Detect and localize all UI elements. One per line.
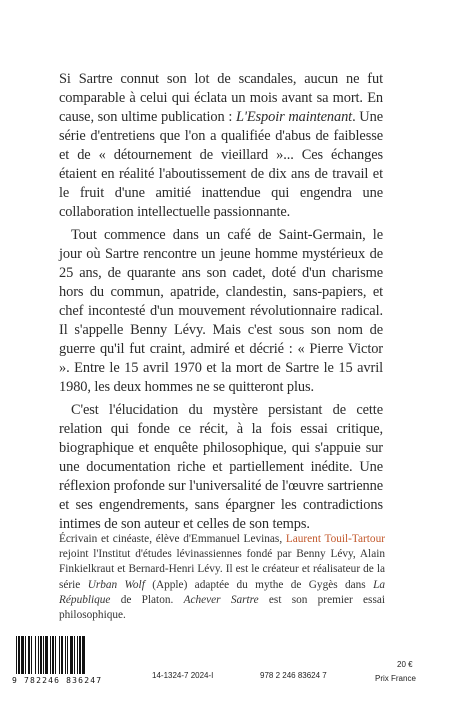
barcode-bar <box>45 636 48 674</box>
bio-text: rejoint l'Institut d'études lévinassiennes fondé par Benny Lévy, Alain Finkielkraut et Bernard-Henri Lévy. Il est le créateur et réalisateur de la série <box>59 548 385 591</box>
series-title: Urban Wolf <box>87 578 145 591</box>
bio-text: est son premier essai philosophique. <box>59 593 385 622</box>
barcode-bar <box>74 636 75 674</box>
author-bio <box>59 532 385 623</box>
bio-text: de Platon. <box>110 593 184 606</box>
blurb-text: Si Sartre connut son lot de scandales, aucun ne fut comparable à celui qui éclata un mois avant sa mort. En cause, son ultime publication : <box>59 71 383 125</box>
barcode-bar <box>43 636 44 674</box>
blurb-text: . Une série d'entretiens que l'on a qualifiée d'abus de faiblesse et de « détournement de vieillard »... Ces échanges étaient en réalité l'aboutissement de dix ans de travail et le fruit d'une amitié inattendue qui engendra une collaboration intellectuelle passionnante. <box>59 109 383 220</box>
blurb-paragraph-2: Tout commence dans un café de Saint-Germain, le jour où Sartre rencontre un jeune homme mystérieux de 25 ans, de quarante ans son cadet, doté d'un charisme hors du commun, apatride, clandestin, sans-papiers, et chef incontesté d'un mouvement révolutionnaire radical. Il s'appelle Benny Lévy. Mais c'est sous son nom de guerre qu'il fut craint, admiré et décrié : « Pierre Victor ». Entre le 15 avril 1970 et la mort de Sartre le 15 avril 1980, les deux hommes ne se quitteront plus. <box>59 227 383 395</box>
price-label: Prix France <box>375 674 416 683</box>
barcode-bar <box>28 636 30 674</box>
barcode-bar <box>25 636 26 674</box>
isbn-number: 978 2 246 83624 7 <box>260 671 327 680</box>
barcode-bar <box>67 636 68 674</box>
barcode-bar <box>65 636 66 674</box>
barcode-bar <box>18 636 20 674</box>
barcode-bar <box>77 636 78 674</box>
barcode-bar <box>59 636 60 674</box>
work-title: La République <box>59 578 385 606</box>
barcode-bar <box>79 636 81 674</box>
book-title: Achever Sartre <box>183 593 259 606</box>
ean-number: 9 782246 836247 <box>12 676 103 685</box>
barcode-bar <box>16 636 17 674</box>
barcode-bar <box>70 636 73 674</box>
barcode-bar <box>35 636 36 674</box>
barcode-bar <box>50 636 51 674</box>
barcode-bar <box>31 636 32 674</box>
blurb-paragraph-1 <box>59 70 383 222</box>
barcode-bar <box>21 636 24 674</box>
barcode-bar <box>38 636 39 674</box>
barcode-bar <box>61 636 63 674</box>
bio-text: Écrivain et cinéaste, élève d'Emmanuel Levinas, <box>59 533 286 545</box>
bio-text: (Apple) adaptée du mythe de Gygès dans <box>144 578 374 591</box>
price: 20 € <box>397 660 413 669</box>
barcode-bar <box>82 636 85 674</box>
blurb-paragraph-3: C'est l'élucidation du mystère persistant de cette relation qui fonde ce récit, à la fois essai critique, biographique et enquête philosophique, qui s'appuie sur une documentation riche et partiellement inédite. Une réflexion profonde sur l'universalité de l'œuvre sartrienne et ses engendrements, sans épargner les contradictions intimes de son auteur et celles de son temps. <box>59 402 383 532</box>
book-title-italic: L'Espoir maintenant <box>235 109 353 125</box>
author-name: Laurent Touil-Tartour <box>285 533 385 545</box>
barcode-bar <box>55 636 56 674</box>
publisher-code: 14-1324-7 2024-I <box>152 671 214 680</box>
back-cover-blurb <box>59 70 383 538</box>
barcode-bar <box>52 636 54 674</box>
barcode-bar <box>40 636 42 674</box>
